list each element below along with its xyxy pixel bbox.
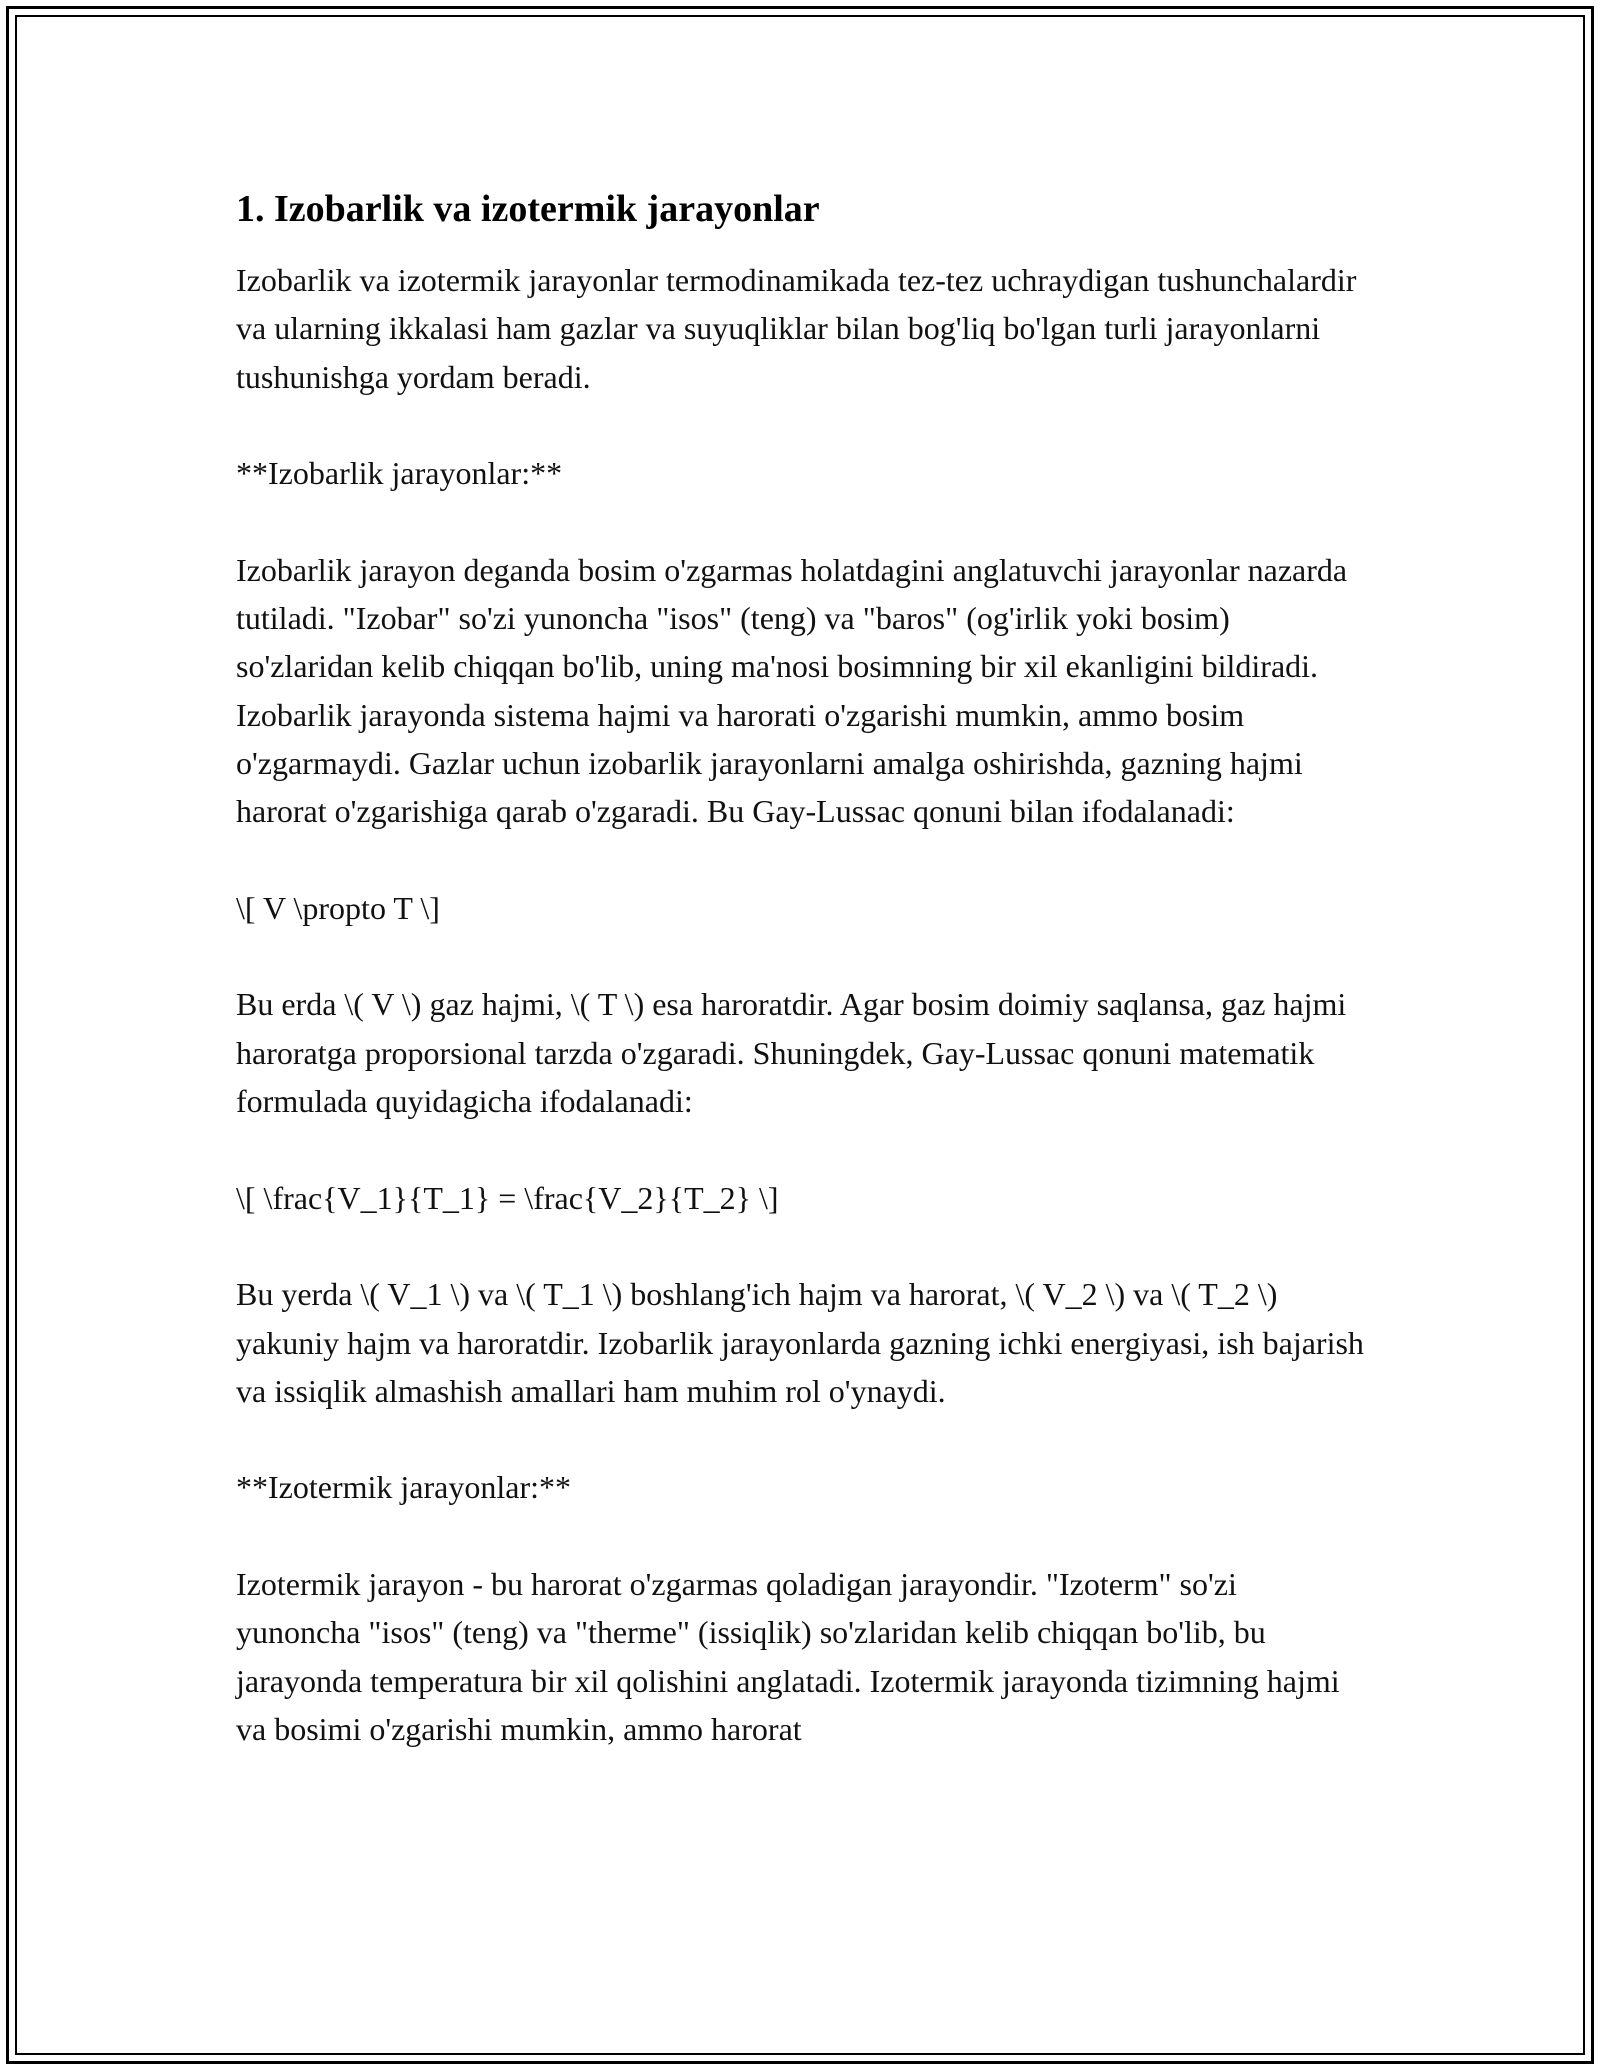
isobaric-subheading: **Izobarlik jarayonlar:**	[236, 455, 563, 492]
gay-lussac-formula: \[ \frac{V_1}{T_1} = \frac{V_2}{T_2} \]	[236, 1179, 779, 1216]
isothermal-paragraph: Izotermik jarayon - bu harorat o'zgarmas qoladigan jarayondir. "Izoterm" so'zi yunoncha "isos" (teng) va "therme" (issiqlik) so'zlaridan kelib chiqqan bo'lib, bu jarayonda temperatura bir xil qolishini anglatadi. Izotermik jarayonda tizimning hajmi va bosimi o'zgarishi mumkin, ammo harorat	[236, 1566, 1340, 1747]
document-body	[236, 186, 1366, 1802]
formula-explanation-paragraph: Bu erda \( V \) gaz hajmi, \( T \) esa haroratdir. Agar bosim doimiy saqlansa, gaz hajmi haroratga proporsional tarzda o'zgaradi. Shuningdek, Gay-Lussac qonuni matematik formulada quyidagicha ifodalanadi:	[236, 986, 1347, 1120]
variables-explanation-paragraph: Bu yerda \( V_1 \) va \( T_1 \) boshlang'ich hajm va harorat, \( V_2 \) va \( T_2 \) yakuniy hajm va haroratdir. Izobarlik jarayonlarda gazning ichki energiyasi, ish bajarish va issiqlik almashish amallari ham muhim rol o'ynaydi.	[236, 1276, 1364, 1409]
section-heading: 1. Izobarlik va izotermik jarayonlar	[236, 188, 820, 230]
intro-paragraph: Izobarlik va izotermik jarayonlar termodinamikada tez-tez uchraydigan tushunchalardir va ularning ikkalasi ham gazlar va suyuqliklar bilan bog'liq bo'lgan turli jarayonlarni tushunishga yordam beradi.	[236, 262, 1357, 395]
isothermal-subheading: **Izotermik jarayonlar:**	[236, 1469, 571, 1506]
isobaric-paragraph: Izobarlik jarayon deganda bosim o'zgarmas holatdagini anglatuvchi jarayonlar nazarda tutiladi. "Izobar" so'zi yunoncha "isos" (teng) va "baros" (og'irlik yoki bosim) so'zlaridan kelib chiqqan bo'lib, uning ma'nosi bosimning bir xil ekanligini bildiradi. Izobarlik jarayonda sistema hajmi va harorati o'zgarishi mumkin, ammo bosim o'zgarmaydi. Gazlar uchun izobarlik jarayonlarni amalga oshirishda, gazning hajmi harorat o'zgarishiga qarab o'zgaradi. Bu Gay-Lussac qonuni bilan ifodalanadi:	[236, 551, 1348, 830]
proportionality-formula: \[ V \propto T \]	[236, 889, 440, 926]
